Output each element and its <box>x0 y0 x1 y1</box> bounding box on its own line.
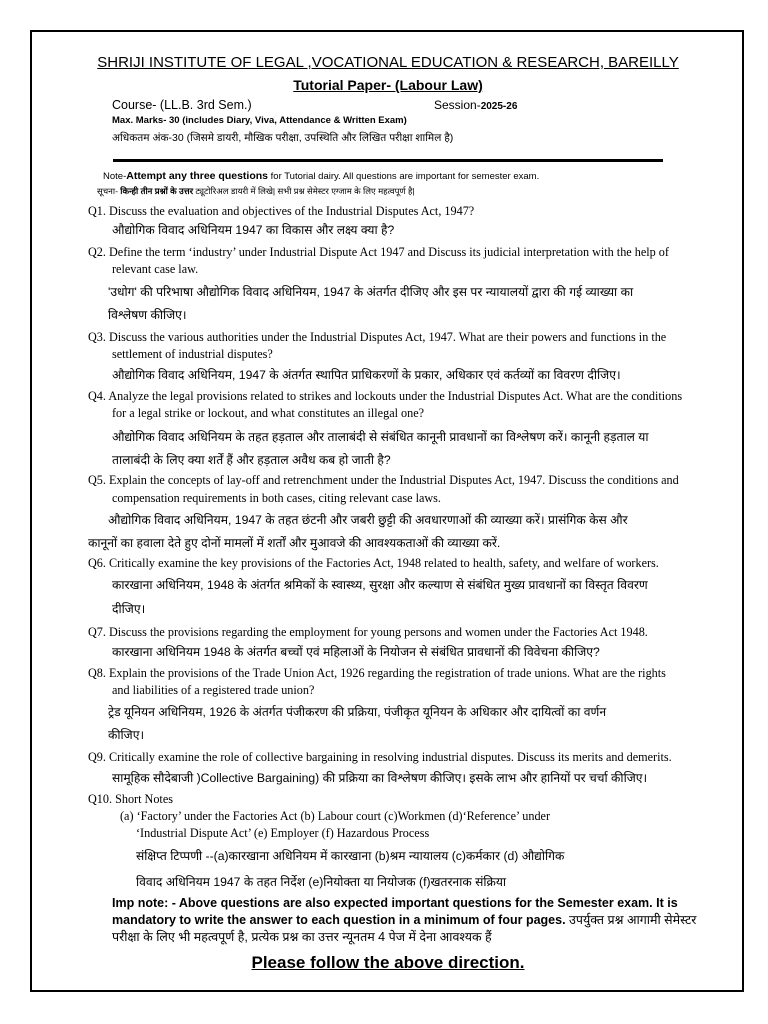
important-note <box>112 895 722 946</box>
question-10-items-cont: ‘Industrial Dispute Act’ (e) Employer (f) Hazardous Process <box>136 826 430 840</box>
question-10-hindi-cont: विवाद अधिनियम 1947 के तहत निर्देश (e)नियोक्ता या नियोजक (f)खतरनाक संक्रिया <box>136 875 507 889</box>
note-rest: for Tutorial dairy. All questions are important for semester exam. <box>268 171 540 182</box>
max-marks-hindi: अधिकतम अंक-30 (जिसमे डायरी, मौखिक परीक्षा, उपस्थिति और लिखित परीक्षा शामिल है) <box>112 132 454 144</box>
note-prefix: Note- <box>103 171 127 182</box>
note-bold: Attempt any three questions <box>126 170 269 182</box>
session-value: 2025-26 <box>480 101 518 112</box>
question-5-hindi: औद्योगिक विवाद अधिनियम, 1947 के तहत छंटनी और जबरी छुट्टी की अवधारणाओं की व्याख्या करें। प्रासंगिक केस और <box>108 513 628 527</box>
follow-direction: Please follow the above direction. <box>251 953 525 972</box>
note-line-hindi <box>97 186 415 197</box>
question-6-hindi-cont: दीजिए। <box>112 602 146 616</box>
question-2-cont: relevant case law. <box>112 262 199 276</box>
question-6-hindi: कारखाना अधिनियम, 1948 के अंतर्गत श्रमिकों के स्वास्थ्य, सुरक्षा और कल्याण से संबंधित मुख्य प्रावधानों का विस्तृत विवरण <box>112 578 648 592</box>
question-3-cont: settlement of industrial disputes? <box>112 347 273 361</box>
note-line <box>103 170 539 182</box>
course-line: Course- (LL.B. 3rd Sem.) <box>112 98 252 112</box>
header-divider <box>113 159 663 162</box>
question-4-hindi-cont: तालाबंदी के लिए क्या शर्तें हैं और हड़ताल अवैध कब हो जाती है? <box>112 453 391 467</box>
question-10: Q10. Short Notes <box>88 792 173 806</box>
question-8: Q8. Explain the provisions of the Trade Union Act, 1926 regarding the registration of trade unions. What are the rights <box>88 666 666 680</box>
question-3-hindi: औद्योगिक विवाद अधिनियम, 1947 के अंतर्गत स्थापित प्राधिकरणों के प्रकार, अधिकार एवं कर्तव्यों का विवरण दीजिए। <box>112 368 621 382</box>
question-1-hindi: औद्योगिक विवाद अधिनियम 1947 का विकास और लक्ष्य क्या है? <box>112 223 395 237</box>
question-7: Q7. Discuss the provisions regarding the employment for young persons and women under the Factories Act 1948. <box>88 625 648 639</box>
question-10-hindi: संक्षिप्त टिप्पणी --(a)कारखाना अधिनियम में कारखाना (b)श्रम न्यायालय (c)कर्मकार (d) औद्योगिक <box>136 849 565 863</box>
max-marks: Max. Marks- 30 (includes Diary, Viva, Attendance & Written Exam) <box>112 115 407 126</box>
important-note-english: Imp note: - Above questions are also expected important questions for the Semester exam. It is mandatory to write the answer to each question in a minimum of four pages. <box>112 896 678 927</box>
question-8-hindi-cont: कीजिए। <box>108 728 145 742</box>
question-10-items: (a) ‘Factory’ under the Factories Act (b) Labour court (c)Workmen (d)‘Reference’ under <box>120 809 551 823</box>
institute-name: SHRIJI INSTITUTE OF LEGAL ,VOCATIONAL EDUCATION & RESEARCH, BAREILLY <box>97 54 679 71</box>
question-4-cont: for a legal strike or lockout, and what constitutes an illegal one? <box>112 406 425 420</box>
session-label: Session- <box>434 98 481 112</box>
question-7-hindi: कारखाना अधिनियम 1948 के अंतर्गत बच्चों एवं महिलाओं के नियोजन से संबंधित प्रावधानों की विवेचना कीजिए? <box>112 645 600 659</box>
important-note-hindi: उपर्युक्त प्रश्न आगामी सेमेस्टर परीक्षा के लिए भी महत्वपूर्ण है, प्रत्येक प्रश्न का उत्तर न्यूनतम 4 पेज में देना आवश्यक हैं <box>112 913 697 944</box>
note-hi-prefix: सूचना- <box>97 186 121 196</box>
question-5: Q5. Explain the concepts of lay-off and retrenchment under the Industrial Disputes Act, 1947. Discuss the conditions and <box>88 473 679 487</box>
note-hi-bold: किन्ही तीन प्रश्नों के उत्तर <box>120 186 194 196</box>
question-6: Q6. Critically examine the key provisions of the Factories Act, 1948 related to health, safety, and welfare of workers. <box>88 556 659 570</box>
question-2-hindi-cont: विश्लेषण कीजिए। <box>108 308 187 322</box>
question-4-hindi: औद्योगिक विवाद अधिनियम के तहत हड़ताल और तालाबंदी से संबंधित कानूनी प्रावधानों का विश्लेषण करें। कानूनी हड़ताल या <box>112 430 649 444</box>
question-2-hindi: 'उधोग' की परिभाषा औद्योगिक विवाद अधिनियम, 1947 के अंतर्गत दीजिए और इस पर न्यायालयों द्वारा की गई व्याख्या का <box>108 285 634 299</box>
question-1: Q1. Discuss the evaluation and objectives of the Industrial Disputes Act, 1947? <box>88 204 475 218</box>
paper-title: Tutorial Paper- (Labour Law) <box>293 77 483 93</box>
session-line <box>434 98 517 112</box>
question-8-cont: and liabilities of a registered trade union? <box>112 683 315 697</box>
question-8-hindi: ट्रेड यूनियन अधिनियम, 1926 के अंतर्गत पंजीकरण की प्रक्रिया, पंजीकृत यूनियन के अधिकार और दायित्वों का वर्णन <box>108 705 607 719</box>
question-9: Q9. Critically examine the role of collective bargaining in resolving industrial disputes. Discuss its merits and demerits. <box>88 750 672 764</box>
question-5-cont: compensation requirements in both cases, citing relevant case laws. <box>112 491 441 505</box>
question-9-hindi: सामूहिक सौदेबाजी )Collective Bargaining) की प्रक्रिया का विश्लेषण कीजिए। इसके लाभ और हानियों पर चर्चा कीजिए। <box>112 771 648 785</box>
question-2: Q2. Define the term ‘industry’ under Industrial Dispute Act 1947 and Discuss its judicial interpretation with the help of <box>88 245 669 259</box>
question-4: Q4. Analyze the legal provisions related to strikes and lockouts under the Industrial Disputes Act. What are the conditions <box>88 389 683 403</box>
note-hi-rest: ट्यूटोरिअल डायरी में लिखे| सभी प्रश्न सेमेस्टर एग्जाम के लिए महत्वपूर्ण है| <box>193 186 415 196</box>
question-3: Q3. Discuss the various authorities under the Industrial Disputes Act, 1947. What are their powers and functions in the <box>88 330 667 344</box>
question-5-hindi-cont: कानूनों का हवाला देते हुए दोनों मामलों में शर्तों और मुआवजे की आवश्यकताओं की व्याख्या करें. <box>88 536 501 550</box>
